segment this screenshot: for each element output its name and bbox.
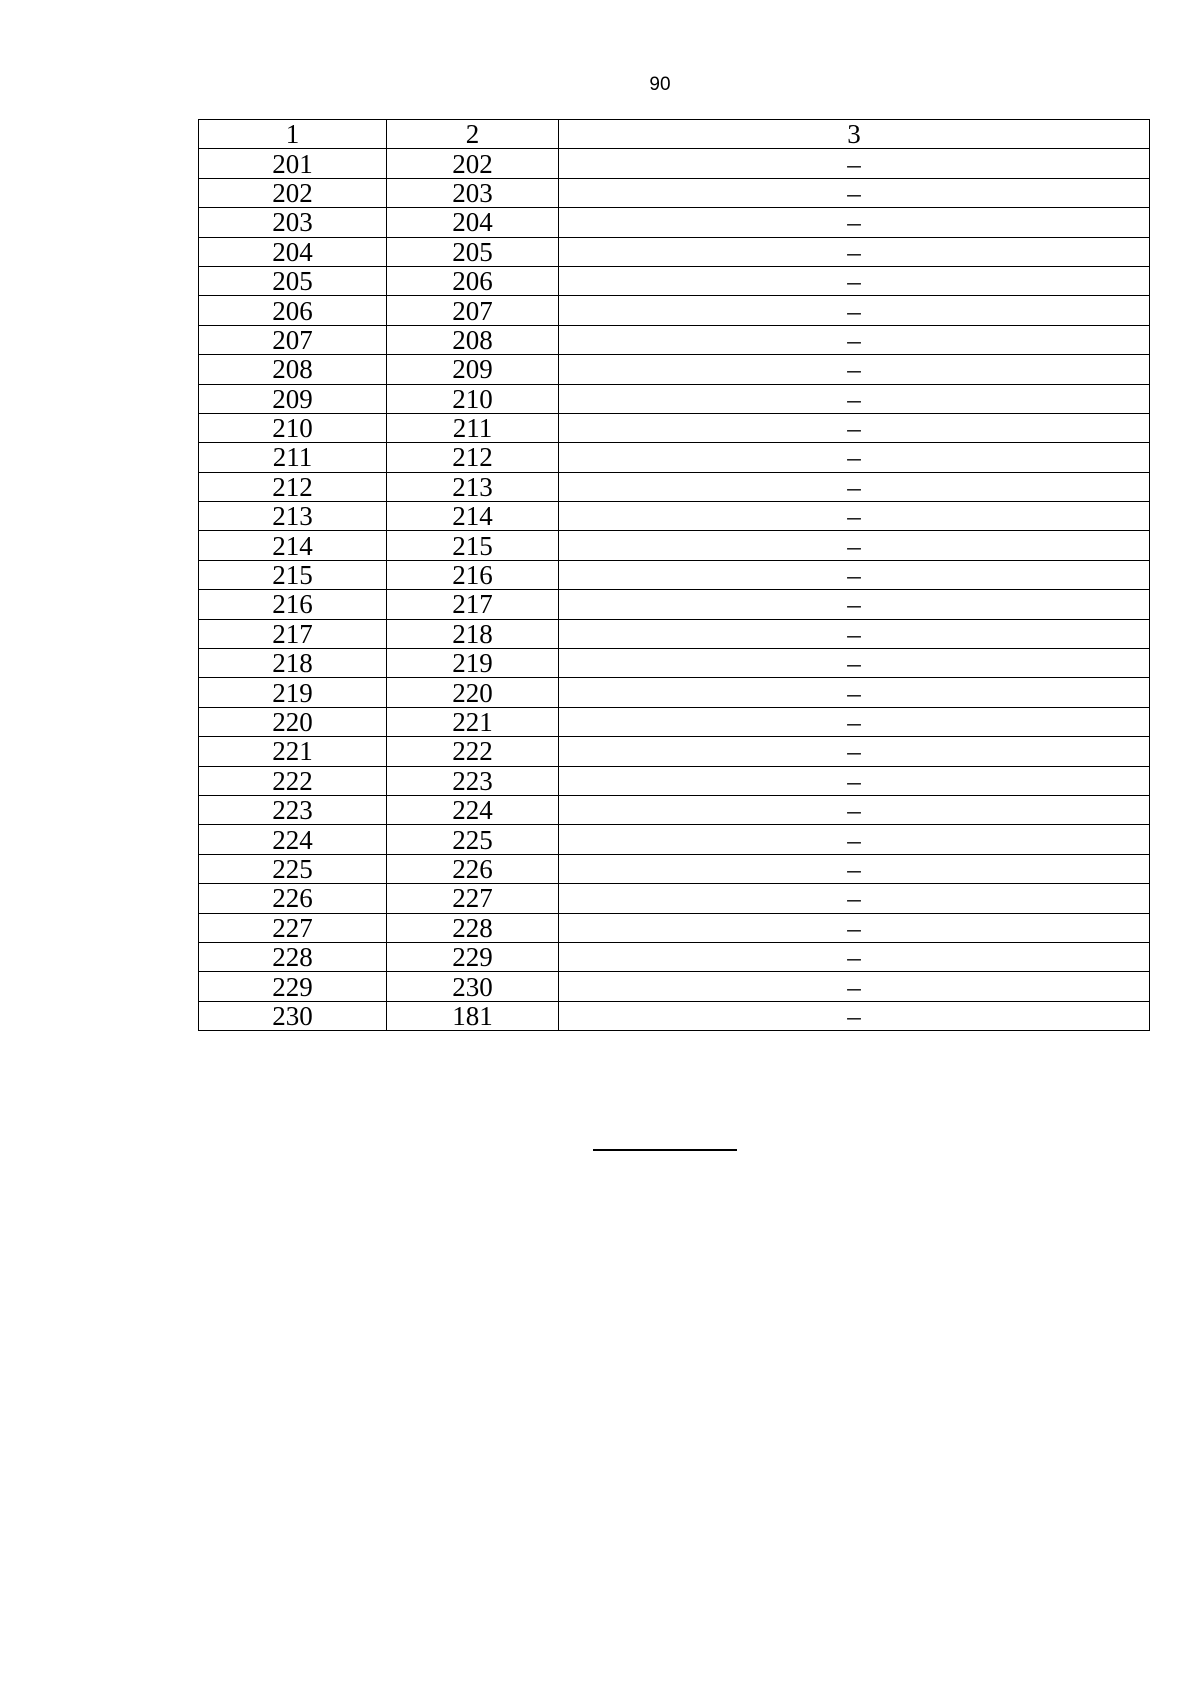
table-cell-col3: – [559,678,1150,707]
table-row [199,590,1150,619]
table-cell-col2: 230 [387,972,559,1001]
table-cell-col1: 209 [199,384,387,413]
table-cell-col2: 204 [387,208,559,237]
table-cell-col2: 221 [387,707,559,736]
table-cell-col1: 207 [199,325,387,354]
table-row [199,972,1150,1001]
table-cell-col1: 206 [199,296,387,325]
table-cell-col3: – [559,795,1150,824]
table-cell-col2: 223 [387,766,559,795]
table-row [199,795,1150,824]
table-cell-col1: 230 [199,1001,387,1030]
table-cell-col2: 225 [387,825,559,854]
table-cell-col3: – [559,443,1150,472]
table-cell-col3: – [559,355,1150,384]
column-header-2: 2 [387,120,559,149]
table-cell-col3: – [559,649,1150,678]
table-cell-col1: 213 [199,502,387,531]
table-cell-col3: – [559,413,1150,442]
table-cell-col2: 181 [387,1001,559,1030]
table-cell-col3: – [559,237,1150,266]
table-cell-col2: 209 [387,355,559,384]
table-cell-col3: – [559,502,1150,531]
table-row [199,237,1150,266]
table-cell-col2: 220 [387,678,559,707]
table-cell-col1: 203 [199,208,387,237]
table-cell-col2: 227 [387,884,559,913]
table-cell-col1: 220 [199,707,387,736]
table-cell-col3: – [559,266,1150,295]
table-header-row [199,120,1150,149]
table-row [199,266,1150,295]
table-cell-col3: – [559,1001,1150,1030]
table-row [199,502,1150,531]
table-cell-col2: 229 [387,942,559,971]
table-cell-col1: 208 [199,355,387,384]
table-row [199,531,1150,560]
table-cell-col1: 217 [199,619,387,648]
table-cell-col2: 205 [387,237,559,266]
table-cell-col2: 213 [387,472,559,501]
table-cell-col3: – [559,942,1150,971]
table-cell-col3: – [559,531,1150,560]
table-cell-col1: 223 [199,795,387,824]
table-cell-col2: 228 [387,913,559,942]
data-table [198,119,1150,1031]
table-cell-col1: 205 [199,266,387,295]
table-row [199,942,1150,971]
table-row [199,1001,1150,1030]
table-cell-col3: – [559,766,1150,795]
end-rule [593,1149,737,1151]
table-cell-col2: 212 [387,443,559,472]
table-row [199,619,1150,648]
table-cell-col1: 221 [199,737,387,766]
table-cell-col1: 214 [199,531,387,560]
table-row [199,413,1150,442]
table-cell-col1: 222 [199,766,387,795]
table-cell-col1: 210 [199,413,387,442]
table-cell-col3: – [559,384,1150,413]
table-row [199,149,1150,178]
table-cell-col1: 219 [199,678,387,707]
table-row [199,443,1150,472]
table-cell-col3: – [559,884,1150,913]
table-cell-col3: – [559,149,1150,178]
table-cell-col2: 207 [387,296,559,325]
table-row [199,325,1150,354]
table-body [199,120,1150,1031]
table-row [199,913,1150,942]
table-cell-col3: – [559,619,1150,648]
table-row [199,884,1150,913]
table-row [199,178,1150,207]
table-cell-col1: 204 [199,237,387,266]
table-cell-col2: 211 [387,413,559,442]
table-row [199,560,1150,589]
table-cell-col2: 219 [387,649,559,678]
table-cell-col2: 215 [387,531,559,560]
table-cell-col1: 227 [199,913,387,942]
table-cell-col1: 211 [199,443,387,472]
table-cell-col1: 218 [199,649,387,678]
table-cell-col3: – [559,472,1150,501]
table-cell-col3: – [559,825,1150,854]
table-cell-col2: 226 [387,854,559,883]
table-row [199,472,1150,501]
table-cell-col3: – [559,854,1150,883]
table-cell-col3: – [559,178,1150,207]
table-row [199,384,1150,413]
table-cell-col2: 217 [387,590,559,619]
table-cell-col3: – [559,737,1150,766]
table-cell-col3: – [559,913,1150,942]
table-cell-col2: 208 [387,325,559,354]
column-header-3: 3 [559,120,1150,149]
table-cell-col3: – [559,208,1150,237]
table-cell-col1: 226 [199,884,387,913]
page-number: 90 [649,74,671,95]
table-row [199,649,1150,678]
table-cell-col3: – [559,325,1150,354]
table-cell-col1: 215 [199,560,387,589]
table-cell-col1: 228 [199,942,387,971]
table-cell-col2: 218 [387,619,559,648]
table-cell-col2: 210 [387,384,559,413]
table-cell-col2: 202 [387,149,559,178]
table-cell-col2: 224 [387,795,559,824]
table-cell-col1: 201 [199,149,387,178]
table-cell-col3: – [559,590,1150,619]
table-cell-col1: 225 [199,854,387,883]
table-cell-col1: 202 [199,178,387,207]
table-cell-col1: 229 [199,972,387,1001]
column-header-1: 1 [199,120,387,149]
table-cell-col3: – [559,972,1150,1001]
table-cell-col3: – [559,707,1150,736]
table-cell-col2: 214 [387,502,559,531]
table-cell-col2: 222 [387,737,559,766]
table-row [199,854,1150,883]
table-cell-col1: 224 [199,825,387,854]
table-row [199,355,1150,384]
table-cell-col2: 206 [387,266,559,295]
table-row [199,296,1150,325]
table-cell-col3: – [559,296,1150,325]
table-cell-col1: 212 [199,472,387,501]
table-row [199,766,1150,795]
table-row [199,678,1150,707]
table-cell-col2: 216 [387,560,559,589]
table-row [199,208,1150,237]
table-row [199,825,1150,854]
table-row [199,707,1150,736]
table-cell-col3: – [559,560,1150,589]
table-row [199,737,1150,766]
table-cell-col2: 203 [387,178,559,207]
table-cell-col1: 216 [199,590,387,619]
